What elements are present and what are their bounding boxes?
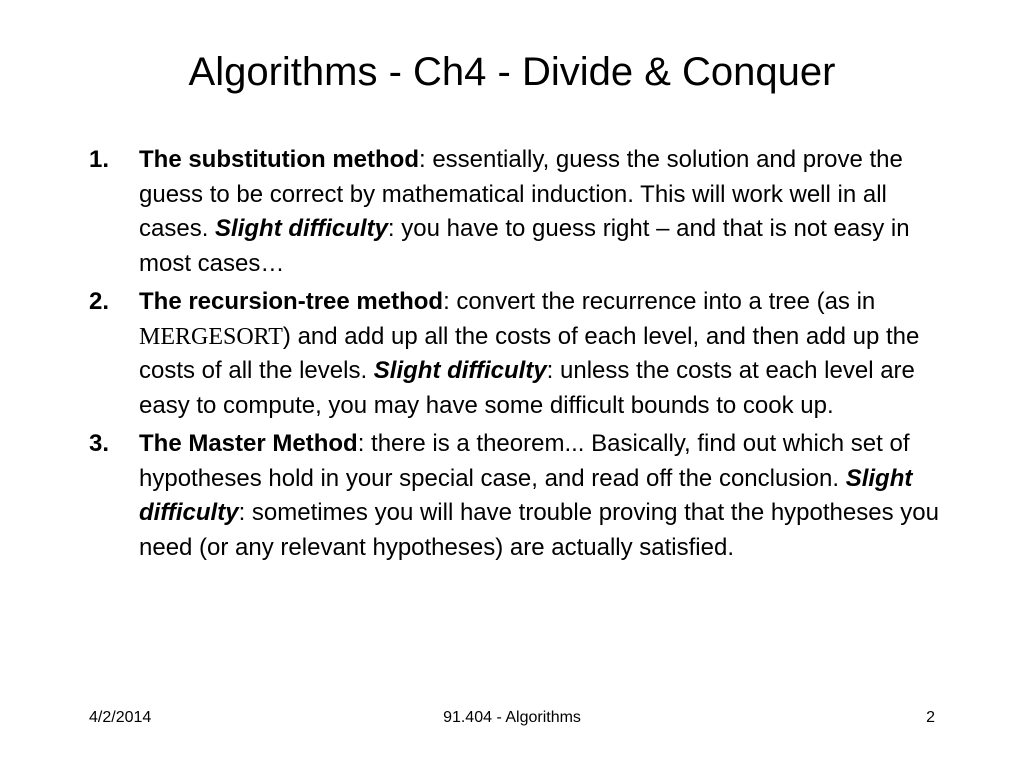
item-text: : you have to guess right – and that is not easy in most cases… xyxy=(139,215,910,277)
item-number: 2. xyxy=(89,288,110,315)
list-item xyxy=(89,143,949,281)
item-heading: The recursion-tree method xyxy=(139,288,444,315)
slide-title: Algorithms - Ch4 - Divide & Conquer xyxy=(188,50,836,94)
item-text: : convert the recurrence into a tree (as in xyxy=(443,288,876,315)
footer-date: 4/2/2014 xyxy=(89,709,152,726)
item-number: 3. xyxy=(89,430,110,457)
item-heading: The Master Method xyxy=(139,430,358,457)
item-text: : essentially, guess the solution and prove the guess to be correct by mathematical induction. This will work well in all cases. xyxy=(139,146,903,242)
method-list xyxy=(89,143,949,569)
item-text: ) and add up all the costs of each level, and then add up the costs of all the levels. xyxy=(139,322,920,384)
item-text: : unless the costs at each level are easy to compute, you may have some difficult bounds to cook up. xyxy=(139,357,915,419)
difficulty-label: Slight difficulty xyxy=(373,357,547,384)
item-number: 1. xyxy=(89,146,110,173)
list-item xyxy=(89,285,949,423)
item-text: : there is a theorem... Basically, find out which set of hypotheses hold in your special case, and read off the conclusion. xyxy=(139,430,910,492)
difficulty-label: Slight difficulty xyxy=(139,464,913,526)
item-text: : sometimes you will have trouble proving that the hypotheses you need (or any relevant hypotheses) are actually satisfied. xyxy=(139,499,939,561)
item-heading: The substitution method xyxy=(139,146,419,173)
list-item xyxy=(89,427,949,565)
difficulty-label: Slight difficulty xyxy=(215,215,388,242)
footer-course: 91.404 - Algorithms xyxy=(443,709,581,726)
footer-page-number: 2 xyxy=(926,709,935,726)
mergesort-term: MERGESORT xyxy=(139,323,283,350)
